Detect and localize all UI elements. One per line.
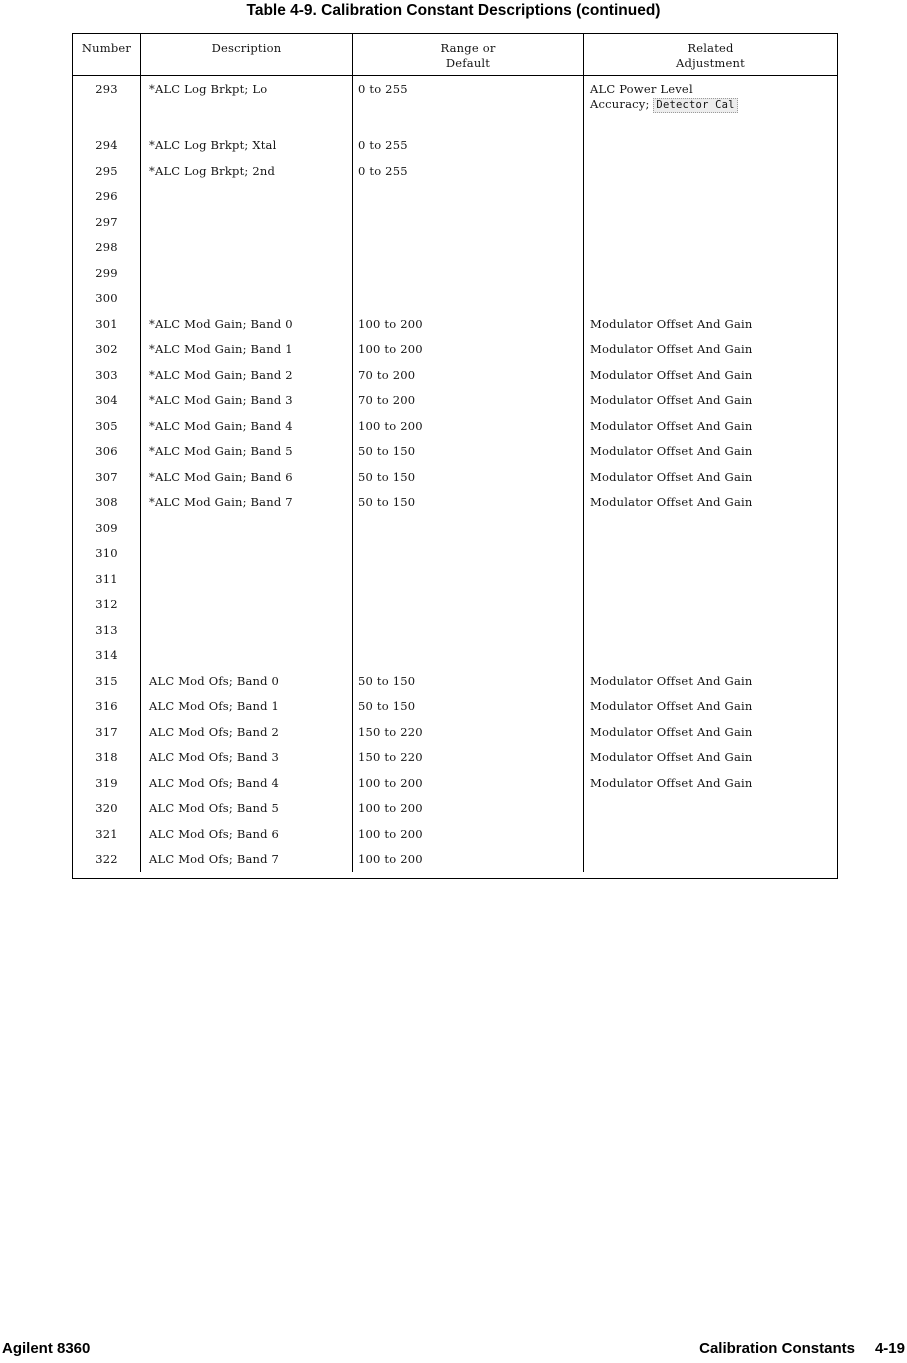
cell-description — [141, 234, 353, 260]
cell-number — [73, 387, 141, 413]
cell-number — [73, 362, 141, 388]
header-description — [141, 34, 353, 75]
cell-description — [141, 362, 353, 388]
constant-number: 311 — [95, 571, 118, 586]
cell-range — [353, 795, 584, 821]
cell-description — [141, 642, 353, 668]
cell-range — [353, 132, 584, 158]
cell-range — [353, 438, 584, 464]
cell-related — [584, 719, 837, 745]
cell-related — [584, 489, 837, 515]
cell-description — [141, 76, 353, 132]
table-row — [73, 209, 837, 235]
cell-related — [584, 285, 837, 311]
table-row — [73, 668, 837, 694]
cell-description — [141, 591, 353, 617]
related-adjustment: Modulator Offset And Gain — [590, 495, 753, 509]
cell-number — [73, 770, 141, 796]
constant-description: ALC Mod Ofs; Band 2 — [149, 724, 280, 739]
constant-range: 100 to 200 — [358, 852, 423, 866]
cell-related — [584, 158, 837, 184]
table-row — [73, 693, 837, 719]
constant-range: 50 to 150 — [358, 495, 416, 509]
constant-range: 100 to 200 — [358, 801, 423, 815]
table-row — [73, 362, 837, 388]
table-row — [73, 846, 837, 872]
cell-range — [353, 489, 584, 515]
cell-description — [141, 132, 353, 158]
cell-number — [73, 464, 141, 490]
table-row — [73, 744, 837, 770]
constant-number: 305 — [95, 418, 118, 433]
cell-related — [584, 668, 837, 694]
table-row — [73, 285, 837, 311]
constant-number: 308 — [95, 495, 118, 509]
cell-number — [73, 846, 141, 872]
footer-right — [699, 1340, 905, 1357]
cell-number — [73, 744, 141, 770]
cell-range — [353, 821, 584, 847]
cell-range — [353, 642, 584, 668]
cell-related — [584, 846, 837, 872]
constant-number: 297 — [95, 214, 118, 229]
cell-number — [73, 132, 141, 158]
constant-range: 50 to 150 — [358, 444, 416, 458]
related-adjustment: Modulator Offset And Gain — [590, 775, 753, 790]
cell-range — [353, 668, 584, 694]
cell-related — [584, 183, 837, 209]
constant-range: 100 to 200 — [358, 342, 423, 356]
cell-number — [73, 183, 141, 209]
cell-description — [141, 821, 353, 847]
table-row — [73, 387, 837, 413]
constant-description: *ALC Log Brkpt; 2nd — [149, 163, 276, 178]
constant-range: 150 to 220 — [358, 724, 423, 739]
header-range — [353, 34, 584, 75]
cell-range — [353, 413, 584, 439]
constant-description: *ALC Mod Gain; Band 1 — [149, 342, 293, 356]
constant-description: *ALC Mod Gain; Band 0 — [149, 316, 293, 331]
cell-related — [584, 617, 837, 643]
cell-number — [73, 642, 141, 668]
table-row — [73, 795, 837, 821]
constant-number: 301 — [95, 316, 118, 331]
constant-number: 296 — [95, 189, 118, 203]
cell-related — [584, 336, 837, 362]
constant-range: 70 to 200 — [358, 367, 416, 382]
table-row — [73, 234, 837, 260]
constant-number: 316 — [95, 699, 118, 713]
cell-range — [353, 234, 584, 260]
cell-related — [584, 311, 837, 337]
constant-number: 320 — [95, 801, 118, 815]
table-row — [73, 540, 837, 566]
table-row — [73, 311, 837, 337]
cell-related — [584, 387, 837, 413]
cell-number — [73, 260, 141, 286]
header-number — [73, 34, 141, 75]
constant-description: *ALC Log Brkpt; Xtal — [149, 138, 277, 152]
constant-description: ALC Mod Ofs; Band 4 — [149, 775, 280, 790]
cell-related — [584, 515, 837, 541]
cell-related — [584, 693, 837, 719]
constant-description: *ALC Mod Gain; Band 4 — [149, 418, 293, 433]
cell-number — [73, 234, 141, 260]
related-adjustment: Modulator Offset And Gain — [590, 750, 753, 764]
cell-number — [73, 311, 141, 337]
cell-number — [73, 617, 141, 643]
constant-number: 307 — [95, 469, 118, 484]
related-adjustment: Modulator Offset And Gain — [590, 393, 753, 407]
constant-number: 293 — [95, 82, 118, 96]
constant-number: 318 — [95, 750, 118, 764]
cell-range — [353, 846, 584, 872]
cell-related — [584, 76, 837, 132]
cell-number — [73, 438, 141, 464]
cell-related — [584, 362, 837, 388]
cell-description — [141, 183, 353, 209]
cell-range — [353, 566, 584, 592]
constant-description: *ALC Mod Gain; Band 3 — [149, 393, 293, 407]
related-adjustment: Modulator Offset And Gain — [590, 469, 753, 484]
cell-number — [73, 158, 141, 184]
table-row — [73, 489, 837, 515]
constant-number: 319 — [95, 775, 118, 790]
table-row — [73, 617, 837, 643]
calibration-table — [72, 33, 838, 879]
page-title: Table 4-9. Calibration Constant Descriptions (continued) — [246, 2, 661, 19]
cell-description — [141, 515, 353, 541]
cell-related — [584, 438, 837, 464]
constant-range: 0 to 255 — [358, 138, 408, 152]
header-range-line2: Default — [445, 56, 491, 70]
cell-related — [584, 132, 837, 158]
related-adjustment: Modulator Offset And Gain — [590, 316, 753, 331]
cell-description — [141, 158, 353, 184]
cell-related — [584, 566, 837, 592]
cell-description — [141, 744, 353, 770]
constant-number: 317 — [95, 724, 118, 739]
constant-number: 314 — [95, 648, 118, 662]
related-adjustment-line2: Accuracy; — [590, 96, 650, 111]
cell-number — [73, 693, 141, 719]
cell-range — [353, 464, 584, 490]
footer-section-label: Calibration Constants — [699, 1340, 855, 1357]
constant-number: 294 — [95, 138, 118, 152]
cell-range — [353, 209, 584, 235]
cell-range — [353, 719, 584, 745]
constant-description: ALC Mod Ofs; Band 1 — [149, 699, 280, 713]
table-row — [73, 464, 837, 490]
table-row — [73, 413, 837, 439]
cell-range — [353, 744, 584, 770]
related-adjustment: Modulator Offset And Gain — [590, 724, 753, 739]
related-adjustment: Modulator Offset And Gain — [590, 673, 753, 688]
constant-number: 309 — [95, 520, 118, 535]
cell-number — [73, 413, 141, 439]
constant-description: *ALC Mod Gain; Band 6 — [149, 469, 293, 484]
cell-related — [584, 821, 837, 847]
cell-description — [141, 387, 353, 413]
cell-number — [73, 795, 141, 821]
cell-description — [141, 770, 353, 796]
table-row — [73, 438, 837, 464]
table-row — [73, 515, 837, 541]
related-adjustment: Modulator Offset And Gain — [590, 444, 753, 458]
constant-number: 298 — [95, 240, 118, 254]
cell-range — [353, 591, 584, 617]
constant-number: 295 — [95, 163, 118, 178]
cell-number — [73, 76, 141, 132]
table-row — [73, 719, 837, 745]
cell-number — [73, 515, 141, 541]
constant-number: 299 — [95, 265, 118, 280]
table-row — [73, 158, 837, 184]
cell-description — [141, 693, 353, 719]
cell-description — [141, 413, 353, 439]
footer-page-number: 4-19 — [874, 1340, 905, 1357]
cell-related — [584, 540, 837, 566]
related-adjustment: Modulator Offset And Gain — [590, 342, 753, 356]
cell-description — [141, 719, 353, 745]
constant-range: 100 to 200 — [358, 418, 423, 433]
constant-range: 50 to 150 — [358, 673, 416, 688]
table-row — [73, 76, 837, 132]
cell-number — [73, 285, 141, 311]
cell-range — [353, 260, 584, 286]
constant-number: 315 — [95, 673, 118, 688]
cell-description — [141, 846, 353, 872]
cell-range — [353, 183, 584, 209]
header-range-line1: Range or — [440, 41, 496, 55]
header-description-label: Description — [211, 41, 282, 55]
cell-related — [584, 234, 837, 260]
cell-description — [141, 795, 353, 821]
constant-range: 0 to 255 — [358, 163, 408, 178]
cell-description — [141, 311, 353, 337]
cell-number — [73, 591, 141, 617]
cell-range — [353, 540, 584, 566]
cell-related — [584, 209, 837, 235]
constant-range: 100 to 200 — [358, 826, 423, 841]
footer-left: Agilent 8360 — [2, 1340, 91, 1357]
header-number-label: Number — [81, 41, 132, 55]
constant-number: 303 — [95, 367, 118, 382]
constant-number: 322 — [95, 852, 118, 866]
constant-range: 70 to 200 — [358, 393, 416, 407]
constant-number: 321 — [95, 826, 118, 841]
constant-number: 304 — [95, 393, 118, 407]
related-adjustment: Modulator Offset And Gain — [590, 367, 753, 382]
header-related — [584, 34, 837, 75]
table-row — [73, 336, 837, 362]
cell-description — [141, 540, 353, 566]
cell-description — [141, 668, 353, 694]
cell-related — [584, 413, 837, 439]
cell-description — [141, 336, 353, 362]
constant-description: ALC Mod Ofs; Band 3 — [149, 750, 280, 764]
cell-number — [73, 668, 141, 694]
constant-number: 312 — [95, 597, 118, 611]
table-header — [73, 34, 837, 76]
cell-range — [353, 515, 584, 541]
table-row — [73, 132, 837, 158]
constant-range: 0 to 255 — [358, 82, 408, 96]
cell-description — [141, 260, 353, 286]
constant-range: 50 to 150 — [358, 469, 416, 484]
table-row — [73, 260, 837, 286]
constant-range: 150 to 220 — [358, 750, 423, 764]
table-row — [73, 566, 837, 592]
cell-number — [73, 566, 141, 592]
related-adjustment: Modulator Offset And Gain — [590, 699, 753, 713]
cell-range — [353, 158, 584, 184]
cell-description — [141, 617, 353, 643]
cell-range — [353, 285, 584, 311]
cell-description — [141, 489, 353, 515]
constant-description: ALC Mod Ofs; Band 0 — [149, 673, 280, 688]
constant-number: 306 — [95, 444, 118, 458]
constant-description: ALC Mod Ofs; Band 6 — [149, 826, 280, 841]
constant-number: 302 — [95, 342, 118, 356]
cell-related — [584, 464, 837, 490]
constant-description: *ALC Mod Gain; Band 5 — [149, 444, 293, 458]
cell-number — [73, 489, 141, 515]
constant-number: 313 — [95, 622, 118, 637]
constant-range: 100 to 200 — [358, 316, 423, 331]
cell-description — [141, 464, 353, 490]
table-body — [73, 76, 837, 878]
softkey-label: Detector Cal — [653, 98, 737, 113]
table-row — [73, 591, 837, 617]
constant-description: *ALC Log Brkpt; Lo — [149, 82, 268, 96]
cell-description — [141, 285, 353, 311]
cell-number — [73, 719, 141, 745]
related-adjustment: Modulator Offset And Gain — [590, 418, 753, 433]
cell-related — [584, 591, 837, 617]
constant-number: 300 — [95, 291, 118, 305]
cell-related — [584, 642, 837, 668]
cell-description — [141, 566, 353, 592]
cell-related — [584, 744, 837, 770]
page-footer — [2, 1340, 905, 1357]
cell-related — [584, 770, 837, 796]
cell-related — [584, 260, 837, 286]
header-related-line1: Related — [687, 41, 734, 55]
table-row — [73, 770, 837, 796]
table-row — [73, 642, 837, 668]
cell-range — [353, 387, 584, 413]
constant-description: ALC Mod Ofs; Band 5 — [149, 801, 280, 815]
table-row — [73, 821, 837, 847]
constant-description: *ALC Mod Gain; Band 2 — [149, 367, 293, 382]
cell-range — [353, 770, 584, 796]
cell-description — [141, 209, 353, 235]
cell-range — [353, 311, 584, 337]
constant-number: 310 — [95, 546, 118, 560]
cell-related — [584, 795, 837, 821]
cell-range — [353, 362, 584, 388]
related-adjustment-line1: ALC Power Level — [590, 82, 693, 96]
cell-number — [73, 209, 141, 235]
constant-range: 50 to 150 — [358, 699, 416, 713]
constant-description: ALC Mod Ofs; Band 7 — [149, 852, 280, 866]
header-related-line2: Adjustment — [676, 56, 745, 70]
table-row — [73, 183, 837, 209]
cell-range — [353, 617, 584, 643]
cell-description — [141, 438, 353, 464]
constant-description: *ALC Mod Gain; Band 7 — [149, 495, 293, 509]
cell-range — [353, 336, 584, 362]
cell-number — [73, 821, 141, 847]
cell-range — [353, 76, 584, 132]
cell-range — [353, 693, 584, 719]
cell-number — [73, 336, 141, 362]
constant-range: 100 to 200 — [358, 775, 423, 790]
cell-number — [73, 540, 141, 566]
